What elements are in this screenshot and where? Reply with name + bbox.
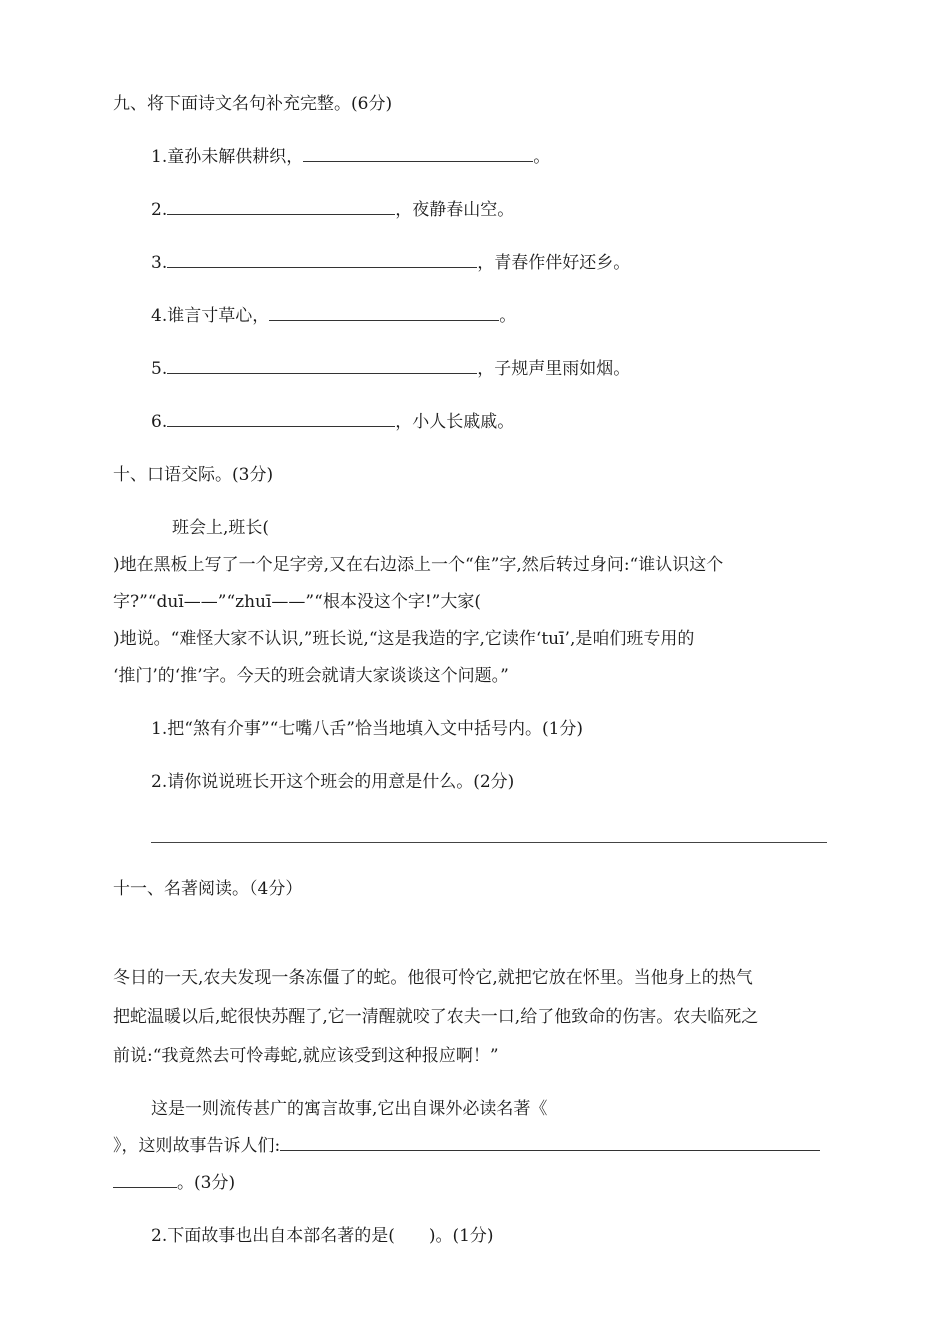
poem-item-5-suffix: ，子规声里雨如烟。 [477,359,631,379]
poem-item-4-suffix: 。 [499,306,517,326]
poem-item-4-blank[interactable] [269,304,499,321]
section-11-title: 十一、名著阅读。（4分） [113,879,303,899]
section-11-question-1-line-1: 这是一则流传甚广的寓言故事,它出自课外必读名著《 [151,1099,548,1119]
poem-item-1-blank[interactable] [303,145,533,162]
poem-item-1 [151,145,550,169]
passage-line-4: )地说。“难怪大家不认识,”班长说,“这是我造的字,它读作‘tuī’,是咱们班专用的 [113,629,695,649]
poem-item-1-suffix: 。 [533,147,551,167]
section-10-title: 十、口语交际。(3分) [113,465,274,485]
poem-item-6-suffix: ，小人长戚戚。 [395,412,515,432]
section-11-question-1-text: 》，这则故事告诉人们: [113,1136,281,1156]
poem-item-2-blank[interactable] [167,198,395,215]
section-11-question-2: 2.下面故事也出自本部名著的是( )。(1分) [151,1226,494,1246]
answer-line[interactable] [151,842,827,843]
poem-item-5 [151,357,630,381]
story-line-3: 前说:“我竟然去可怜毒蛇,就应该受到这种报应啊！” [113,1046,499,1066]
poem-item-6-prefix: 6. [151,412,168,432]
poem-item-5-blank[interactable] [167,357,477,374]
lesson-answer-blank-continued[interactable] [113,1171,177,1188]
section-10-question-1: 1.把“煞有介事”“七嘴八舌”恰当地填入文中括号内。(1分) [151,719,584,739]
lesson-answer-blank[interactable] [280,1134,820,1151]
poem-item-5-prefix: 5. [151,359,168,379]
poem-item-4-prefix: 4.谁言寸草心， [151,306,270,326]
passage-line-1: 班会上,班长( [172,518,270,538]
section-11-question-1-line-2 [113,1134,820,1158]
poem-item-2 [151,198,514,222]
poem-item-3 [151,251,630,275]
poem-item-6-blank[interactable] [167,410,395,427]
poem-item-2-suffix: ，夜静春山空。 [395,200,515,220]
poem-item-1-prefix: 1.童孙未解供耕织， [151,147,304,167]
poem-item-6 [151,410,514,434]
poem-item-3-prefix: 3. [151,253,168,273]
story-line-2: 把蛇温暖以后,蛇很快苏醒了,它一清醒就咬了农夫一口,给了他致命的伤害。农夫临死之 [113,1007,759,1027]
poem-item-4 [151,304,516,328]
section-11-question-1-line-3 [113,1171,235,1195]
poem-item-2-prefix: 2. [151,200,168,220]
section-10-question-2: 2.请你说说班长开这个班会的用意是什么。(2分) [151,772,515,792]
story-line-1: 冬日的一天,农夫发现一条冻僵了的蛇。他很可怜它,就把它放在怀里。当他身上的热气 [113,968,753,988]
section-11-question-1-points: 。(3分) [177,1173,236,1193]
poem-item-3-suffix: ，青春作伴好还乡。 [477,253,631,273]
section-9-title: 九、将下面诗文名句补充完整。(6分) [113,94,393,114]
passage-line-3: 字?”“duī——”“zhuī——”“根本没这个字!”大家( [113,592,481,612]
passage-line-5: ‘推门’的‘推’字。今天的班会就请大家谈谈这个问题。” [113,666,509,686]
poem-item-3-blank[interactable] [167,251,477,268]
passage-line-2: )地在黑板上写了一个足字旁,又在右边添上一个“隹”字,然后转过身问:“谁认识这个 [113,555,724,575]
